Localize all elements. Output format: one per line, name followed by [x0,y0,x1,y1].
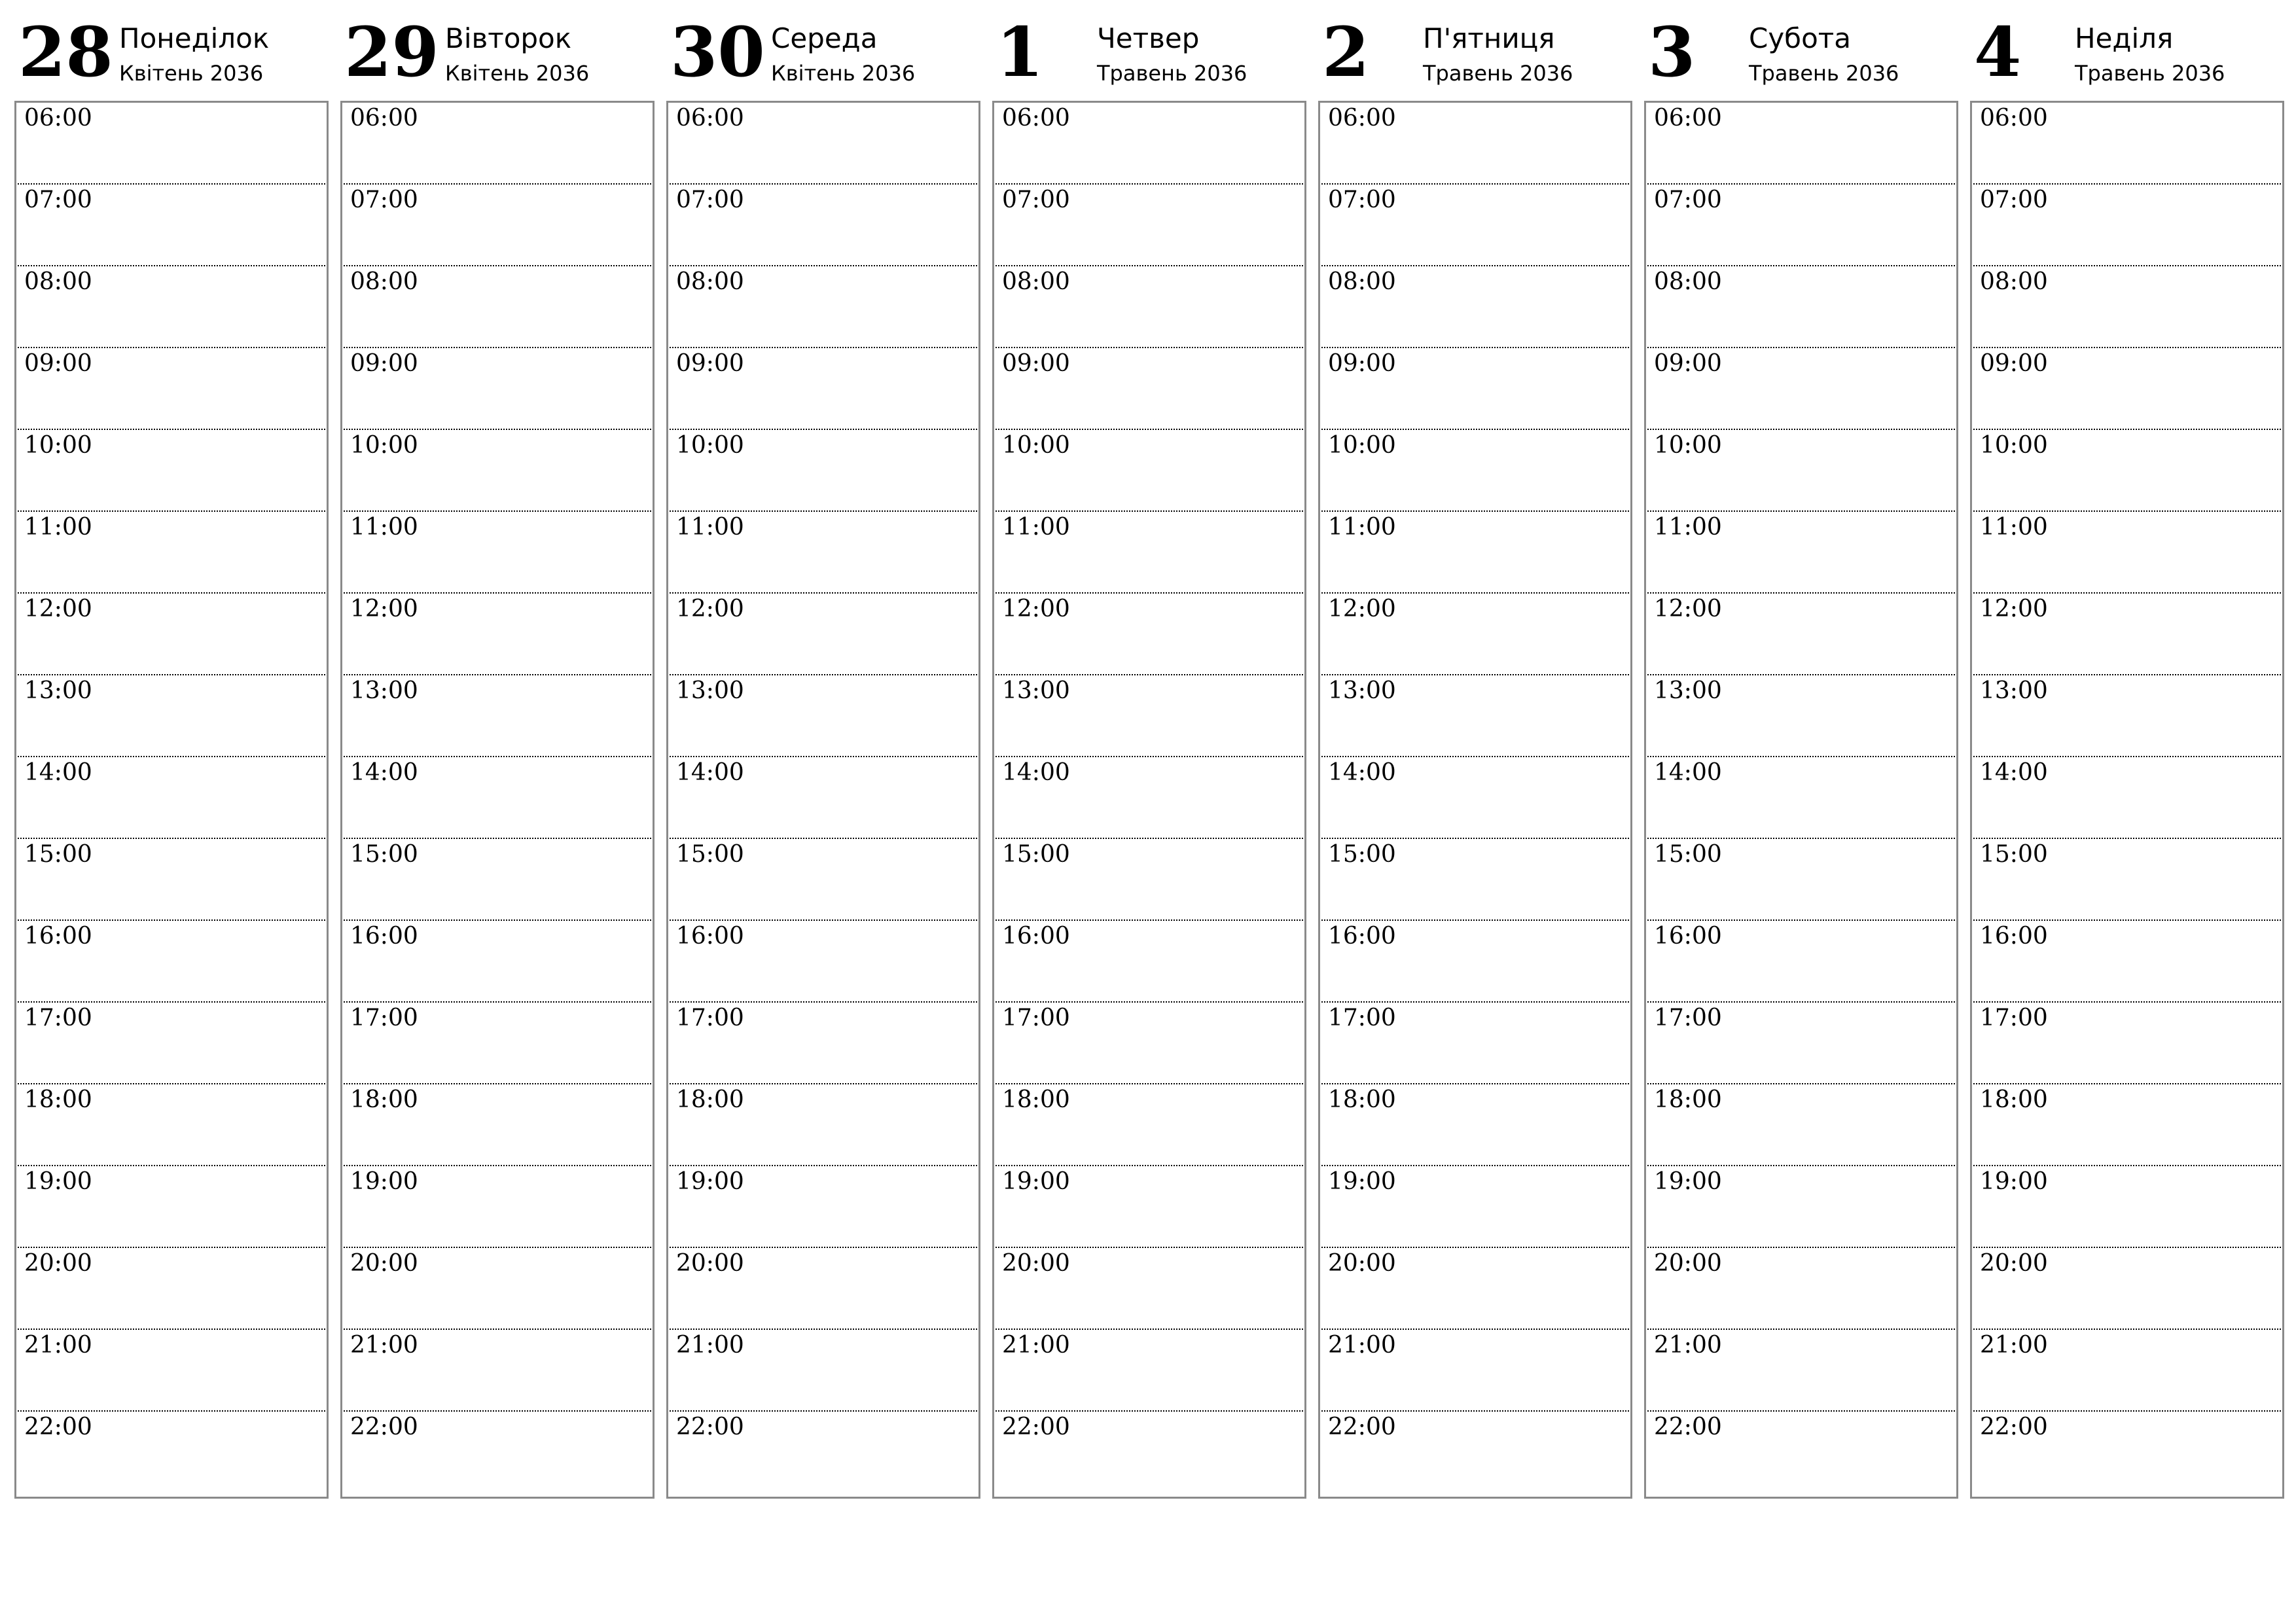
hour-slot[interactable] [1321,1412,1629,1493]
hour-slot[interactable] [1647,430,1955,512]
hour-slot[interactable] [670,103,977,185]
hour-slot[interactable] [996,185,1303,266]
hour-label: 08:00 [1002,268,1070,295]
hour-slot[interactable] [996,103,1303,185]
month-year-label: Травень 2036 [1749,61,1899,86]
hour-label: 20:00 [676,1250,744,1277]
hour-slot[interactable] [996,839,1303,921]
hour-slot[interactable] [18,266,325,348]
hour-slot[interactable] [996,1003,1303,1084]
hour-slot[interactable] [1973,675,2281,757]
hour-label: 20:00 [24,1250,92,1277]
hour-slot[interactable] [670,757,977,839]
hour-label: 12:00 [24,596,92,622]
hour-slot[interactable] [670,348,977,430]
hour-slot[interactable] [1321,1003,1629,1084]
weekday-name: П'ятниця [1423,22,1555,54]
hour-label: 06:00 [1980,105,2048,132]
hour-label: 08:00 [1980,268,2048,295]
hour-label: 14:00 [676,759,744,786]
hour-slot[interactable] [1647,1084,1955,1166]
hour-slot[interactable] [1647,921,1955,1003]
hour-label: 11:00 [24,514,92,541]
hour-slot[interactable] [1647,348,1955,430]
hour-slot[interactable] [1647,594,1955,675]
hour-label: 08:00 [1654,268,1722,295]
hour-slot[interactable] [344,1003,651,1084]
hour-slot[interactable] [1647,1412,1955,1493]
hour-slot[interactable] [1321,757,1629,839]
hour-slot[interactable] [344,675,651,757]
hour-slot[interactable] [1647,1330,1955,1412]
hour-slot[interactable] [670,921,977,1003]
hours-box [992,101,1306,1499]
day-header [666,12,979,101]
hour-slot[interactable] [1321,1248,1629,1330]
hour-slot[interactable] [996,757,1303,839]
day-number: 4 [1974,12,2022,92]
hour-slot[interactable] [344,839,651,921]
hour-label: 08:00 [676,268,744,295]
hour-label: 19:00 [1980,1168,2048,1195]
hour-label: 19:00 [1654,1168,1722,1195]
hour-label: 11:00 [1980,514,2048,541]
hour-label: 20:00 [1980,1250,2048,1277]
hour-label: 17:00 [676,1005,744,1031]
hour-slot[interactable] [1321,839,1629,921]
hour-slot[interactable] [1321,185,1629,266]
hour-label: 13:00 [1980,677,2048,704]
hour-label: 21:00 [350,1332,418,1359]
hour-label: 15:00 [350,841,418,868]
hour-slot[interactable] [670,1330,977,1412]
hour-label: 20:00 [1654,1250,1722,1277]
hour-label: 14:00 [24,759,92,786]
hour-label: 15:00 [24,841,92,868]
hour-label: 14:00 [1002,759,1070,786]
hour-label: 12:00 [1328,596,1396,622]
hour-slot[interactable] [670,594,977,675]
hour-slot[interactable] [1973,1084,2281,1166]
hour-slot[interactable] [996,1412,1303,1493]
hour-slot[interactable] [1321,1166,1629,1248]
hour-slot[interactable] [1973,103,2281,185]
hour-slot[interactable] [996,1084,1303,1166]
hour-label: 07:00 [1328,187,1396,213]
hour-label: 19:00 [24,1168,92,1195]
month-year-label: Травень 2036 [1423,61,1573,86]
hour-slot[interactable] [1973,1412,2281,1493]
hour-label: 11:00 [1002,514,1070,541]
weekly-planner [14,12,2283,1499]
hour-slot[interactable] [1321,594,1629,675]
hour-slot[interactable] [344,757,651,839]
hour-slot[interactable] [670,675,977,757]
hour-label: 19:00 [1328,1168,1396,1195]
hour-slot[interactable] [996,921,1303,1003]
hour-label: 18:00 [350,1086,418,1113]
hour-slot[interactable] [1973,512,2281,594]
hour-label: 06:00 [1328,105,1396,132]
hour-slot[interactable] [344,430,651,512]
weekday-name: Середа [771,22,878,54]
hour-label: 18:00 [1328,1086,1396,1113]
day-column [666,12,979,1499]
weekday-name: Неділя [2075,22,2174,54]
hour-label: 10:00 [1980,432,2048,459]
hours-box [1318,101,1632,1499]
hour-slot[interactable] [344,103,651,185]
hours-box [1644,101,1958,1499]
hour-label: 19:00 [676,1168,744,1195]
hour-label: 21:00 [24,1332,92,1359]
hour-label: 10:00 [676,432,744,459]
hour-label: 18:00 [24,1086,92,1113]
hour-slot[interactable] [1647,266,1955,348]
hour-slot[interactable] [1321,675,1629,757]
hour-label: 13:00 [676,677,744,704]
day-number: 3 [1648,12,1696,92]
hour-label: 22:00 [676,1414,744,1440]
hour-slot[interactable] [1647,1166,1955,1248]
hour-slot[interactable] [996,594,1303,675]
hour-slot[interactable] [1647,1003,1955,1084]
day-header [340,12,653,101]
month-year-label: Квітень 2036 [445,61,590,86]
day-header [14,12,327,101]
hour-slot[interactable] [1647,757,1955,839]
hour-slot[interactable] [670,266,977,348]
hour-label: 06:00 [1654,105,1722,132]
hour-slot[interactable] [1321,266,1629,348]
hour-label: 14:00 [350,759,418,786]
hour-label: 14:00 [1328,759,1396,786]
hour-label: 09:00 [1328,350,1396,377]
day-header [1318,12,1631,101]
day-header [992,12,1305,101]
hour-label: 08:00 [24,268,92,295]
hour-label: 06:00 [1002,105,1070,132]
hour-label: 12:00 [350,596,418,622]
hour-label: 16:00 [1654,923,1722,950]
hour-label: 16:00 [676,923,744,950]
hour-label: 06:00 [676,105,744,132]
hour-label: 07:00 [1980,187,2048,213]
hour-slot[interactable] [1973,757,2281,839]
hour-slot[interactable] [1973,185,2281,266]
hours-box [340,101,655,1499]
day-column [1970,12,2283,1499]
hour-slot[interactable] [18,348,325,430]
hour-slot[interactable] [1647,512,1955,594]
hour-label: 22:00 [1328,1414,1396,1440]
hour-label: 21:00 [1328,1332,1396,1359]
weekday-name: Вівторок [445,22,572,54]
hour-label: 12:00 [1980,596,2048,622]
hour-label: 17:00 [24,1005,92,1031]
hour-slot[interactable] [1647,675,1955,757]
day-column [1318,12,1631,1499]
hour-slot[interactable] [1321,512,1629,594]
hours-box [14,101,329,1499]
hour-slot[interactable] [344,1330,651,1412]
hour-label: 18:00 [676,1086,744,1113]
hour-label: 13:00 [24,677,92,704]
hour-slot[interactable] [344,185,651,266]
hour-slot[interactable] [1647,185,1955,266]
hour-slot[interactable] [1321,103,1629,185]
hour-slot[interactable] [670,1412,977,1493]
hour-slot[interactable] [1973,1330,2281,1412]
hour-label: 07:00 [350,187,418,213]
hour-label: 16:00 [1002,923,1070,950]
hour-slot[interactable] [996,1166,1303,1248]
hour-label: 21:00 [1980,1332,2048,1359]
hour-label: 09:00 [24,350,92,377]
hour-slot[interactable] [344,1248,651,1330]
hour-slot[interactable] [18,1412,325,1493]
hour-slot[interactable] [344,594,651,675]
hour-slot[interactable] [1973,266,2281,348]
hour-slot[interactable] [1973,1166,2281,1248]
hour-label: 11:00 [350,514,418,541]
hours-box [1970,101,2284,1499]
hour-label: 18:00 [1980,1086,2048,1113]
hour-label: 07:00 [1654,187,1722,213]
hour-slot[interactable] [344,1084,651,1166]
hour-slot[interactable] [670,512,977,594]
hour-label: 09:00 [350,350,418,377]
day-number: 30 [670,12,765,92]
hour-slot[interactable] [344,348,651,430]
hour-slot[interactable] [1321,1330,1629,1412]
hour-label: 12:00 [1654,596,1722,622]
hour-label: 15:00 [1002,841,1070,868]
hour-label: 22:00 [1980,1414,2048,1440]
hour-slot[interactable] [1973,839,2281,921]
hour-label: 11:00 [1328,514,1396,541]
hour-slot[interactable] [670,430,977,512]
hour-slot[interactable] [18,594,325,675]
hour-label: 15:00 [676,841,744,868]
hour-label: 06:00 [24,105,92,132]
hour-slot[interactable] [996,1330,1303,1412]
hour-label: 11:00 [1654,514,1722,541]
hour-label: 17:00 [1980,1005,2048,1031]
hour-label: 10:00 [350,432,418,459]
hour-label: 09:00 [1980,350,2048,377]
hour-slot[interactable] [18,1248,325,1330]
hour-slot[interactable] [670,1248,977,1330]
day-number: 1 [996,12,1044,92]
day-number: 28 [18,12,113,92]
hour-slot[interactable] [1647,1248,1955,1330]
hour-slot[interactable] [18,921,325,1003]
hour-label: 17:00 [1328,1005,1396,1031]
hour-slot[interactable] [18,185,325,266]
hour-slot[interactable] [996,266,1303,348]
hour-slot[interactable] [996,348,1303,430]
hour-label: 22:00 [350,1414,418,1440]
hour-slot[interactable] [1973,921,2281,1003]
day-column [1644,12,1957,1499]
hour-slot[interactable] [18,1084,325,1166]
hour-label: 13:00 [350,677,418,704]
hour-slot[interactable] [1973,430,2281,512]
hour-slot[interactable] [1321,1084,1629,1166]
hour-label: 22:00 [1654,1414,1722,1440]
day-header [1644,12,1957,101]
hour-label: 20:00 [350,1250,418,1277]
hour-slot[interactable] [18,839,325,921]
hour-label: 07:00 [676,187,744,213]
day-number: 2 [1322,12,1370,92]
hour-label: 17:00 [1002,1005,1070,1031]
hour-slot[interactable] [670,1003,977,1084]
hour-label: 13:00 [1002,677,1070,704]
hour-label: 21:00 [676,1332,744,1359]
hour-slot[interactable] [996,1248,1303,1330]
hour-slot[interactable] [1321,348,1629,430]
day-column [14,12,327,1499]
month-year-label: Квітень 2036 [119,61,264,86]
hour-slot[interactable] [18,1003,325,1084]
hour-slot[interactable] [1321,430,1629,512]
hour-label: 21:00 [1654,1332,1722,1359]
hour-slot[interactable] [344,921,651,1003]
hour-slot[interactable] [344,512,651,594]
day-column [340,12,653,1499]
hour-label: 10:00 [1654,432,1722,459]
hour-label: 20:00 [1328,1250,1396,1277]
hour-slot[interactable] [18,1330,325,1412]
month-year-label: Травень 2036 [2075,61,2225,86]
hour-label: 18:00 [1002,1086,1070,1113]
hour-label: 18:00 [1654,1086,1722,1113]
hour-slot[interactable] [1647,839,1955,921]
hour-slot[interactable] [1647,103,1955,185]
hour-slot[interactable] [670,1166,977,1248]
hour-label: 17:00 [1654,1005,1722,1031]
hour-label: 22:00 [1002,1414,1070,1440]
hour-slot[interactable] [18,1166,325,1248]
month-year-label: Травень 2036 [1097,61,1247,86]
day-header [1970,12,2283,101]
hour-label: 11:00 [676,514,744,541]
hour-slot[interactable] [996,675,1303,757]
hour-label: 17:00 [350,1005,418,1031]
hour-slot[interactable] [670,1084,977,1166]
hour-slot[interactable] [996,430,1303,512]
hours-box [666,101,980,1499]
hour-label: 14:00 [1980,759,2048,786]
hour-label: 09:00 [1002,350,1070,377]
hour-label: 20:00 [1002,1250,1070,1277]
hour-label: 21:00 [1002,1332,1070,1359]
hour-label: 15:00 [1328,841,1396,868]
hour-label: 12:00 [676,596,744,622]
hour-label: 10:00 [24,432,92,459]
weekday-name: Четвер [1097,22,1200,54]
hour-label: 16:00 [350,923,418,950]
hour-label: 13:00 [1654,677,1722,704]
hour-label: 07:00 [1002,187,1070,213]
hour-label: 22:00 [24,1414,92,1440]
hour-label: 07:00 [24,187,92,213]
hour-label: 09:00 [676,350,744,377]
hour-slot[interactable] [670,185,977,266]
hour-slot[interactable] [1973,1248,2281,1330]
day-number: 29 [344,12,439,92]
hour-slot[interactable] [344,1412,651,1493]
hour-label: 15:00 [1654,841,1722,868]
hour-label: 08:00 [350,268,418,295]
hour-label: 10:00 [1002,432,1070,459]
hour-label: 10:00 [1328,432,1396,459]
hour-slot[interactable] [18,103,325,185]
weekday-name: Субота [1749,22,1851,54]
hour-label: 16:00 [24,923,92,950]
hour-slot[interactable] [18,512,325,594]
hour-slot[interactable] [18,430,325,512]
hour-slot[interactable] [344,266,651,348]
hour-slot[interactable] [670,839,977,921]
hour-slot[interactable] [1973,1003,2281,1084]
hour-label: 08:00 [1328,268,1396,295]
day-column [992,12,1305,1499]
hour-label: 12:00 [1002,596,1070,622]
month-year-label: Квітень 2036 [771,61,916,86]
hour-label: 16:00 [1980,923,2048,950]
hour-slot[interactable] [1973,594,2281,675]
hour-label: 16:00 [1328,923,1396,950]
hour-label: 13:00 [1328,677,1396,704]
hour-slot[interactable] [344,1166,651,1248]
hour-label: 19:00 [350,1168,418,1195]
hour-label: 06:00 [350,105,418,132]
hour-slot[interactable] [996,512,1303,594]
hour-slot[interactable] [1321,921,1629,1003]
hour-slot[interactable] [18,675,325,757]
hour-label: 14:00 [1654,759,1722,786]
hour-label: 15:00 [1980,841,2048,868]
hour-slot[interactable] [18,757,325,839]
weekday-name: Понеділок [119,22,270,54]
hour-label: 09:00 [1654,350,1722,377]
hour-slot[interactable] [1973,348,2281,430]
hour-label: 19:00 [1002,1168,1070,1195]
